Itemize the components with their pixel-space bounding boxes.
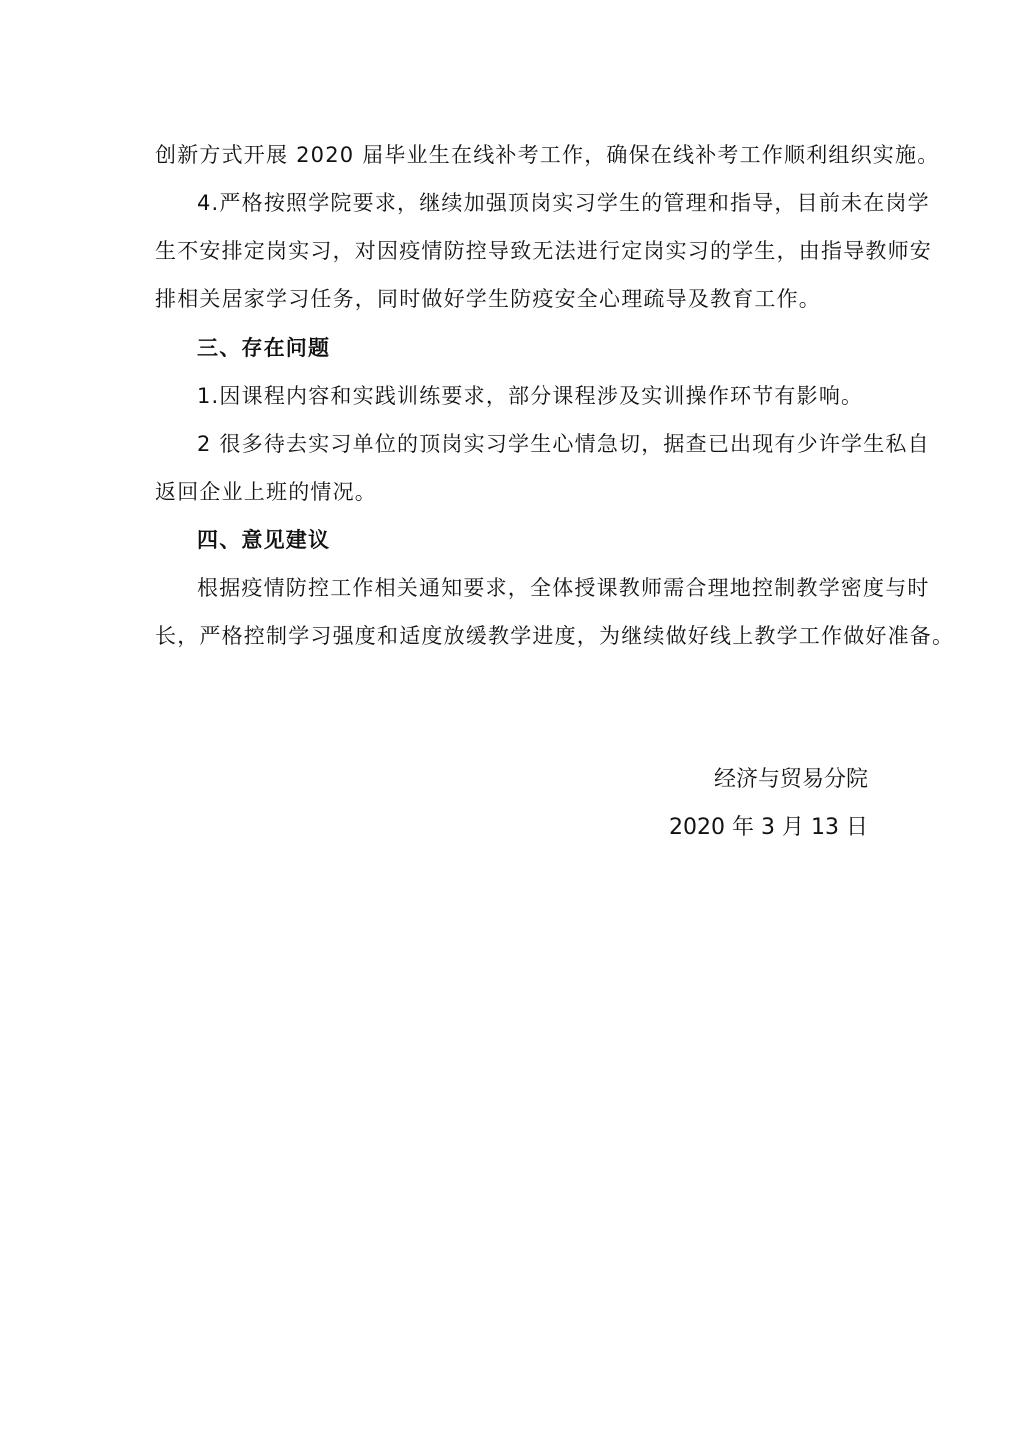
section-heading: 四、意见建议 <box>197 528 331 552</box>
section-heading: 三、存在问题 <box>197 336 331 360</box>
paragraph-line: 长，严格控制学习强度和适度放缓教学进度，为继续做好线上教学工作做好准备。 <box>155 624 955 648</box>
paragraph-line: 返回企业上班的情况。 <box>155 480 377 504</box>
paragraph-line: 4.严格按照学院要求，继续加强顶岗实习学生的管理和指导，目前未在岗学 <box>197 191 930 215</box>
signature-department: 经济与贸易分院 <box>713 767 868 792</box>
paragraph-line: 排相关居家学习任务，同时做好学生防疫安全心理疏导及教育工作。 <box>155 287 821 311</box>
signature-date: 2020 年 3 月 13 日 <box>669 815 868 840</box>
paragraph-line: 1.因课程内容和实践训练要求，部分课程涉及实训操作环节有影响。 <box>197 384 864 408</box>
paragraph-line: 创新方式开展 2020 届毕业生在线补考工作，确保在线补考工作顺利组织实施。 <box>155 143 940 167</box>
paragraph-line: 生不安排定岗实习，对因疫情防控导致无法进行定岗实习的学生，由指导教师安 <box>155 239 932 263</box>
paragraph-line: 2 很多待去实习单位的顶岗实习学生心情急切，据查已出现有少许学生私自 <box>197 432 930 456</box>
paragraph-line: 根据疫情防控工作相关通知要求，全体授课教师需合理地控制教学密度与时 <box>197 576 930 600</box>
